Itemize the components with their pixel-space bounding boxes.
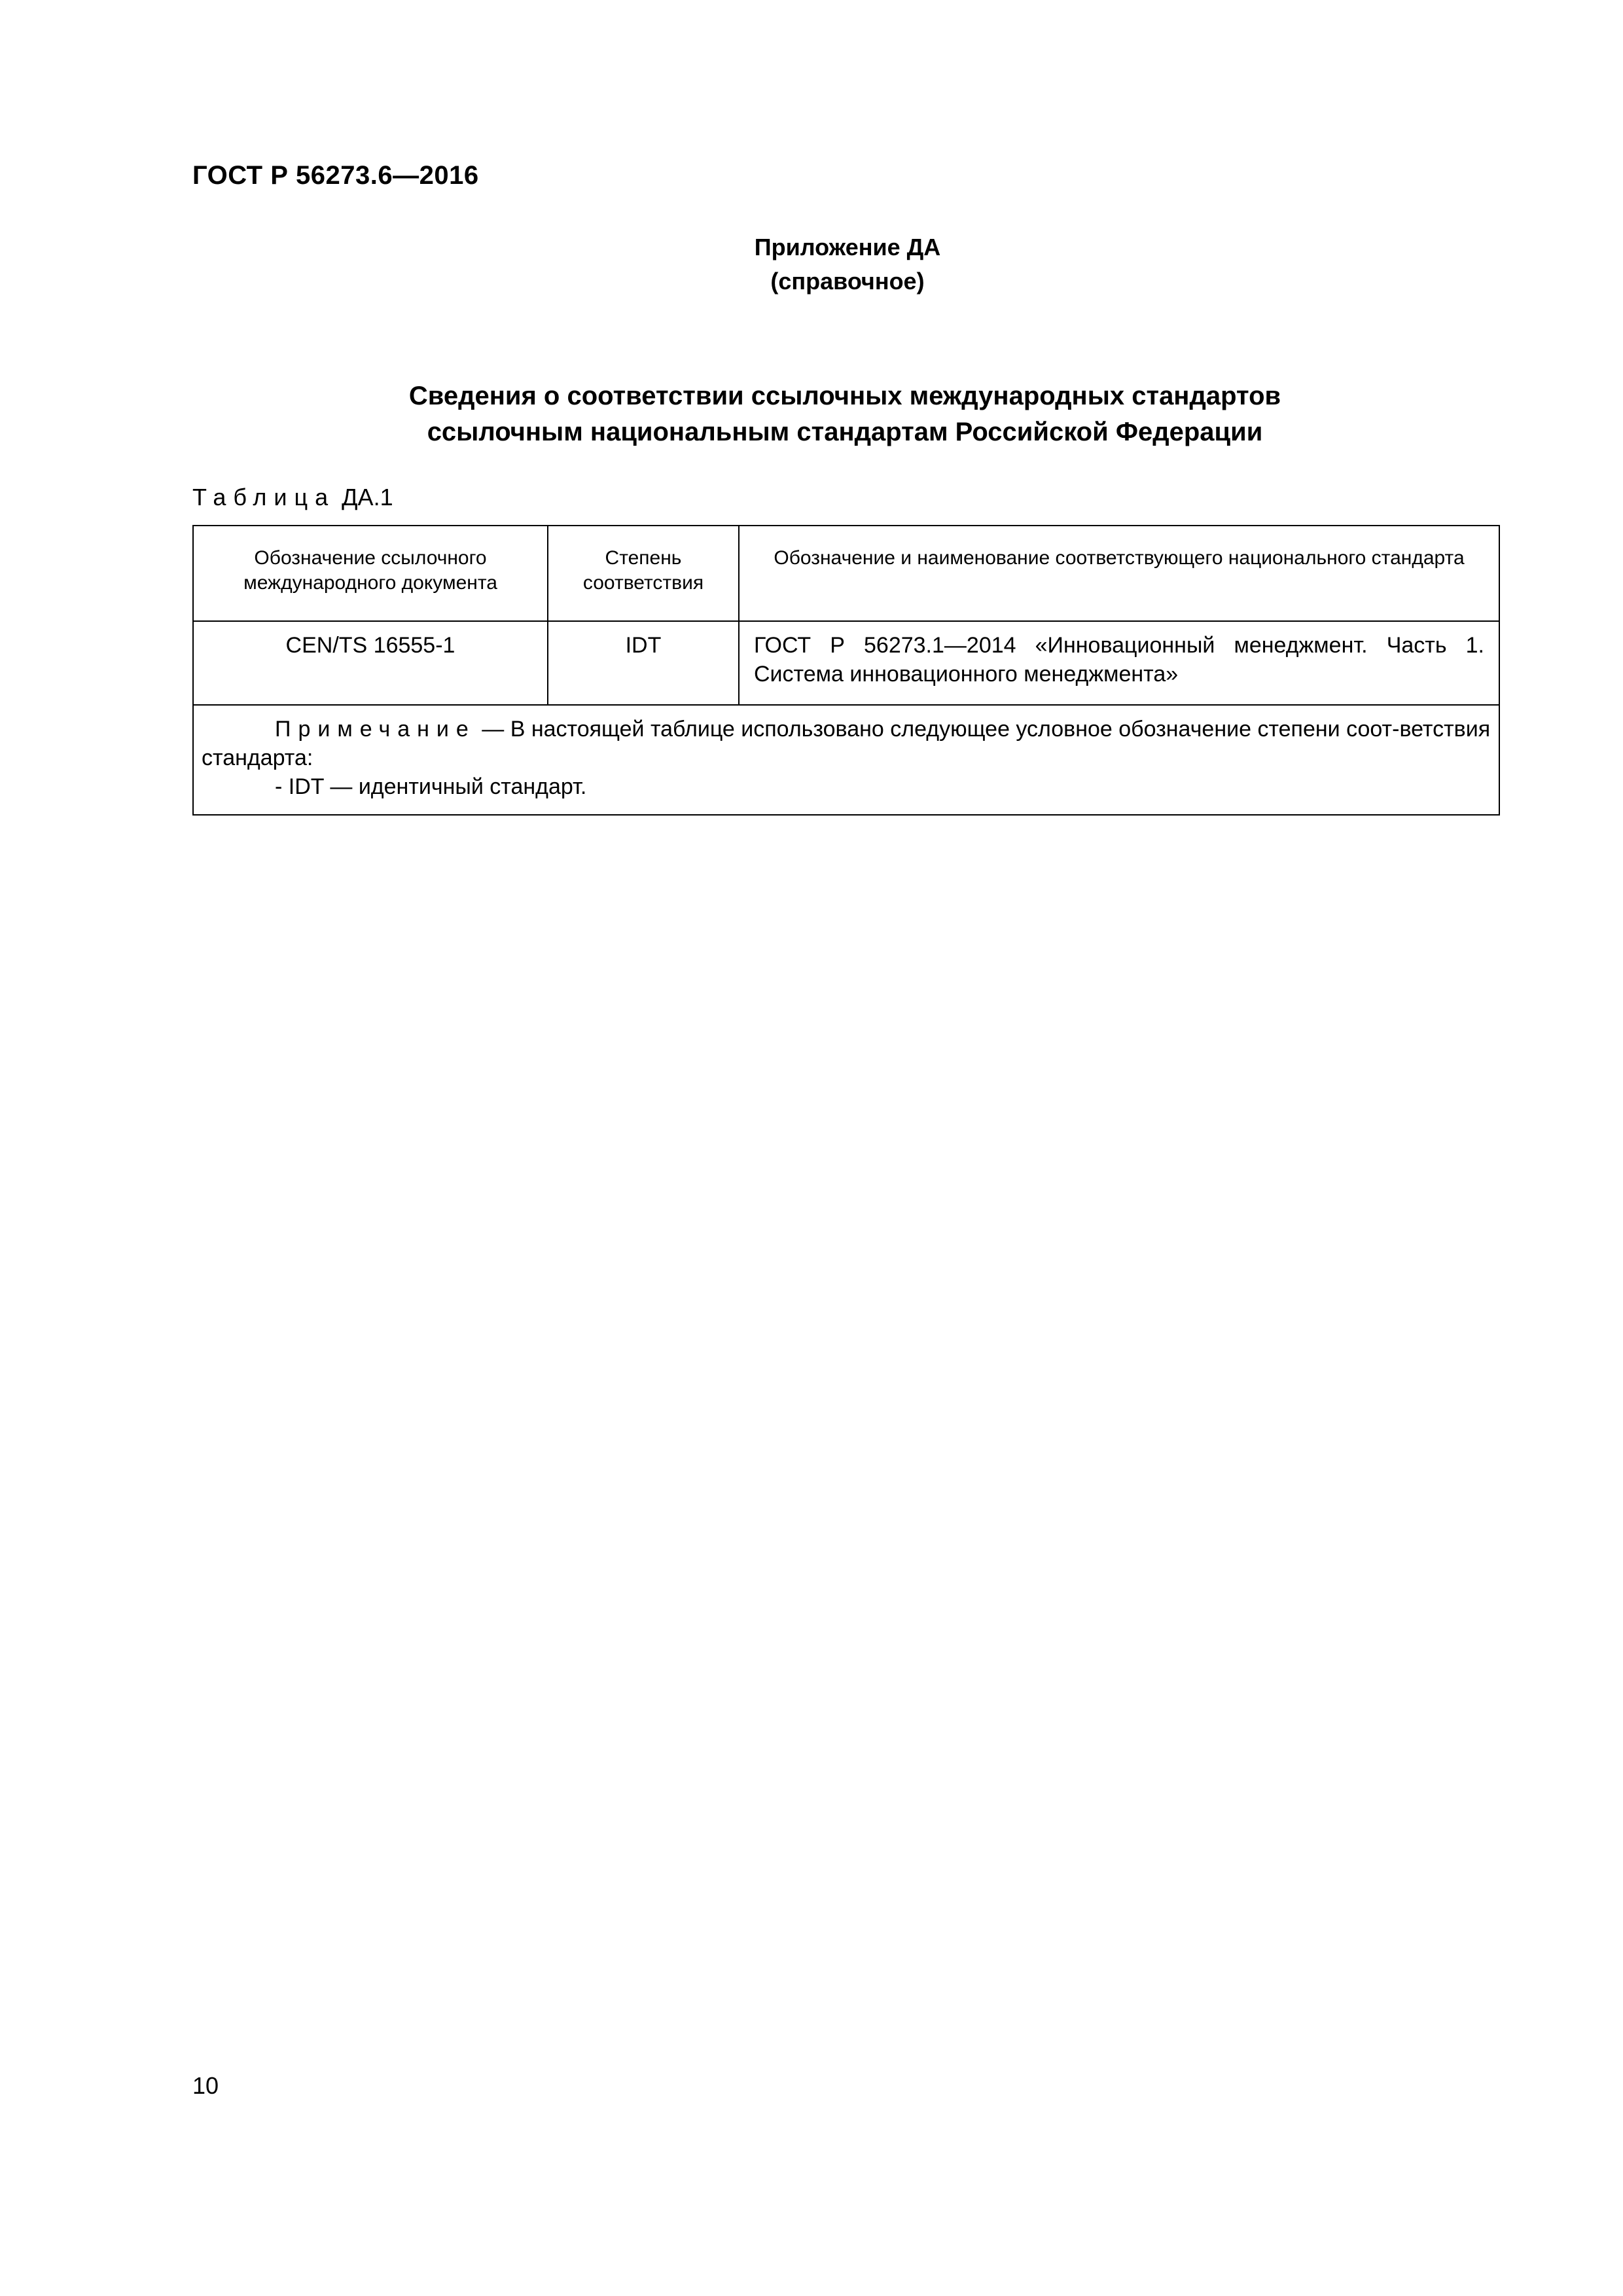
header-national-standard: Обозначение и наименование соответствующего национального стандарта — [739, 526, 1499, 621]
correspondence-table — [192, 525, 1500, 816]
note-item: - IDT — идентичный стандарт. — [275, 774, 587, 799]
section-title — [192, 378, 1497, 450]
header-degree: Степень соответствия — [548, 526, 739, 621]
cell-national-standard: ГОСТ Р 56273.1—2014 «Инновационный менеджмент. Часть 1. Система инновационного менеджмента» — [739, 621, 1499, 705]
note-text: — В настоящей таблице использовано следующее условное обозначение степени соот-ветствия стандарта: — [202, 717, 1491, 770]
table-caption — [192, 483, 393, 512]
table-header-row — [193, 526, 1499, 621]
document-code-header: ГОСТ Р 56273.6—2016 — [192, 161, 479, 190]
cell-degree: IDT — [548, 621, 739, 705]
appendix-subtitle: (справочное) — [770, 268, 925, 295]
header-intl-document: Обозначение ссылочного международного документа — [193, 526, 548, 621]
page-number: 10 — [192, 2072, 219, 2099]
table-note — [193, 705, 1499, 815]
section-title-line-2: ссылочным национальным стандартам Российской Федерации — [427, 418, 1263, 446]
note-text-line — [202, 715, 1491, 772]
table-row — [193, 621, 1499, 705]
section-title-line-1: Сведения о соответствии ссылочных международных стандартов — [408, 382, 1281, 410]
appendix-title: Приложение ДА — [754, 234, 941, 260]
table-caption-number: ДА.1 — [342, 484, 393, 511]
appendix-heading — [0, 230, 1623, 298]
note-label: Примечание — [275, 717, 476, 742]
table-caption-word: Таблица — [192, 484, 336, 511]
table-note-row — [193, 705, 1499, 815]
cell-intl-document: CEN/TS 16555-1 — [193, 621, 548, 705]
